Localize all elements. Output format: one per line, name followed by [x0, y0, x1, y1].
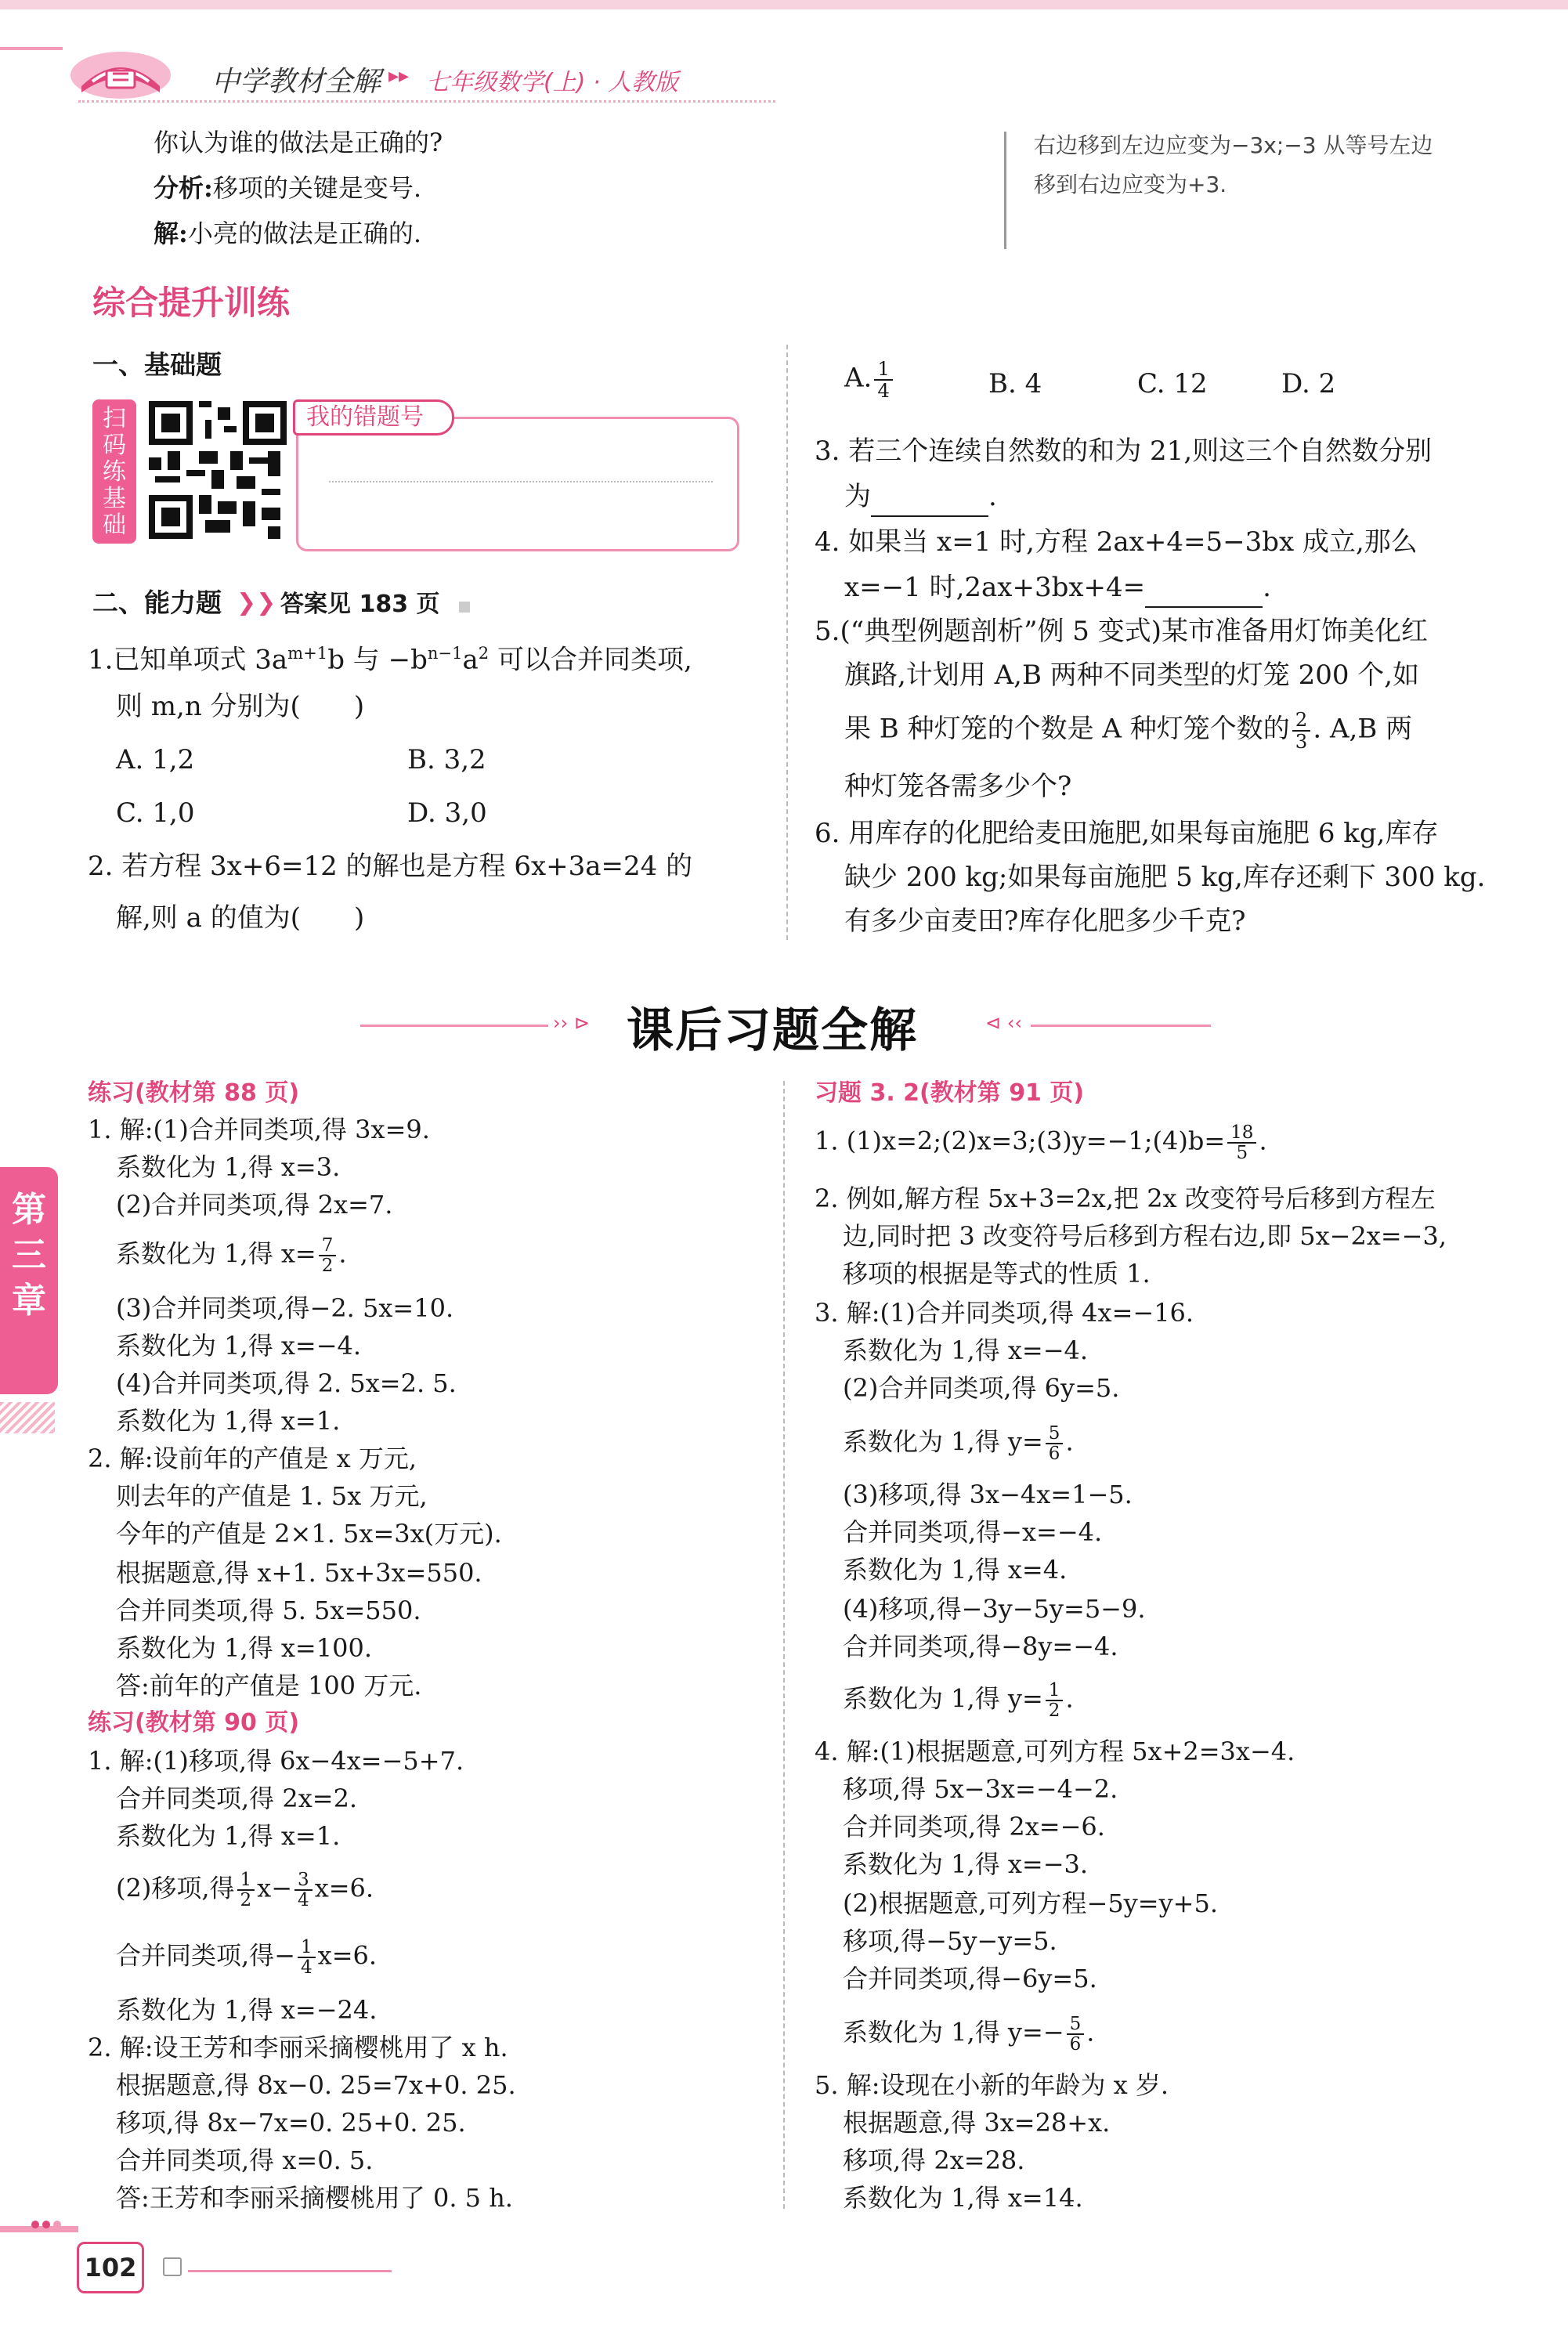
training-title: 综合提升训练 — [92, 284, 291, 322]
m4-text-c: x=6. — [314, 1873, 374, 1903]
answer-line — [154, 216, 421, 251]
column-divider-bottom — [783, 1081, 785, 2209]
m4-num-1: 1 — [237, 1870, 255, 1891]
r1-num: 18 — [1227, 1123, 1256, 1144]
problem-1-line-2: 则 m,n 分别为( ) — [116, 691, 365, 722]
sol-left-line-4-den: 2 — [321, 1256, 334, 1277]
p5-frac-den: 3 — [1295, 729, 1308, 753]
m4-den-2: 4 — [298, 1890, 309, 1911]
page-header — [0, 0, 1568, 110]
problem-2-option-c[interactable]: C. 12 — [1137, 368, 1208, 399]
chapter-tab-label: 第三章 — [12, 1190, 46, 1321]
r14-text-a: 系数化为 1,得 y= — [843, 1683, 1043, 1714]
r8-text-a: 系数化为 1,得 y= — [843, 1426, 1043, 1457]
sol-right-line-13: 合并同类项,得−8y=−4. — [843, 1632, 1118, 1661]
sol-left-line-15: 答:前年的产值是 100 万元. — [116, 1671, 422, 1700]
header-rule — [78, 100, 775, 103]
p1-exp-1: m+1 — [287, 643, 328, 663]
sol-right-line-22 — [843, 2015, 1094, 2054]
error-box-writing-line — [329, 481, 713, 482]
sol-right-line-21: 合并同类项,得−6y=5. — [843, 1964, 1097, 1993]
p5-text-a: 果 B 种灯笼的个数是 A 种灯笼个数的 — [844, 713, 1290, 745]
r8-den: 6 — [1048, 1444, 1060, 1465]
p5-text-b: . A,B 两 — [1313, 713, 1413, 745]
r8-num: 5 — [1046, 1424, 1064, 1444]
problem-5-line-4: 种灯笼各需多少个? — [844, 771, 1072, 802]
r14-num: 1 — [1046, 1681, 1064, 1701]
r1-text-a: 1. (1)x=2;(2)x=3;(3)y=−1;(4)b= — [815, 1126, 1226, 1156]
sol-left-line-m3: 系数化为 1,得 x=1. — [116, 1821, 341, 1851]
sol-right-line-12: (4)移项,得−3y−5y=5−9. — [843, 1594, 1146, 1624]
sol-left-line-m1: 1. 解:(1)移项,得 6x−4x=−5+7. — [88, 1746, 464, 1776]
qr-side-label: 扫码练基础 — [103, 405, 126, 539]
sol-left-line-14: 系数化为 1,得 x=100. — [116, 1633, 372, 1663]
section-arrow-right-icon: ›› ⊳ — [553, 1012, 590, 1034]
exercise-91-title: 习题 3. 2(教材第 91 页) — [815, 1079, 1085, 1107]
problem-2-option-b[interactable]: B. 4 — [988, 368, 1042, 399]
problem-2-line-2: 解,则 a 的值为( ) — [116, 902, 365, 934]
p2-option-a-label: A. — [844, 362, 873, 394]
m4-den-1: 2 — [240, 1890, 252, 1911]
problem-1-line-1 — [88, 634, 692, 678]
column-divider-top — [786, 345, 788, 940]
sol-left-line-12: 根据题意,得 x+1. 5x+3x=550. — [116, 1558, 482, 1588]
problem-3-line-1: 3. 若三个连续自然数的和为 21,则这三个自然数分别 — [815, 436, 1433, 467]
analysis-label: 分析: — [154, 173, 213, 203]
m5-den: 4 — [301, 1957, 313, 1979]
analysis-line — [154, 171, 421, 205]
error-number-box[interactable] — [296, 417, 739, 551]
sol-left-line-4-text: 系数化为 1,得 x= — [116, 1238, 316, 1269]
sol-right-line-8 — [843, 1424, 1074, 1463]
answer-reference: 答案见 183 页 — [280, 591, 440, 618]
sol-right-line-17: 合并同类项,得 2x=−6. — [843, 1812, 1105, 1841]
r14-text-b: . — [1065, 1683, 1074, 1714]
p1-text-b: b 与 −b — [327, 644, 428, 676]
exercise-88-title: 练习(教材第 88 页) — [88, 1079, 300, 1107]
sol-right-line-1 — [815, 1123, 1267, 1162]
sol-left-line-7: (4)合并同类项,得 2. 5x=2. 5. — [116, 1368, 457, 1398]
note-line-1: 右边移到左边应变为−3x;−3 从等号左边 — [1034, 132, 1433, 158]
ability-heading: 二、能力题 — [92, 587, 222, 618]
r22-text-a: 系数化为 1,得 y=− — [843, 2017, 1064, 2047]
sol-left-line-m8: 根据题意,得 8x−0. 25=7x+0. 25. — [116, 2070, 516, 2100]
sol-left-line-8: 系数化为 1,得 x=1. — [116, 1406, 341, 1436]
m5-text-b: x=6. — [317, 1940, 378, 1971]
sol-right-line-25: 移项,得 2x=28. — [843, 2145, 1025, 2175]
m5-num: 1 — [298, 1938, 316, 1958]
sol-right-line-23: 5. 解:设现在小新的年龄为 x 岁. — [815, 2070, 1169, 2100]
section-arrow-left-icon: ⊲ ‹‹ — [985, 1012, 1022, 1034]
sol-left-line-m11: 答:王芳和李丽采摘樱桃用了 0. 5 h. — [116, 2183, 513, 2213]
analysis-text: 移项的关键是变号. — [212, 173, 422, 203]
problem-1-option-a[interactable]: A. 1,2 — [116, 744, 195, 775]
sol-left-line-m5 — [116, 1938, 377, 1977]
p4-text: x=−1 时,2ax+3bx+4= — [844, 572, 1146, 603]
sol-left-line-4: 系数化为 1,得 x= $\frac{7}{2}$ . — [116, 1235, 347, 1277]
m4-text-a: (2)移项,得 — [116, 1873, 235, 1903]
problem-2-line-1: 2. 若方程 3x+6=12 的解也是方程 6x+3a=24 的 — [88, 851, 693, 882]
sol-left-line-5: (3)合并同类项,得−2. 5x=10. — [116, 1293, 454, 1323]
sol-left-line-2: 系数化为 1,得 x=3. — [116, 1152, 341, 1182]
page-number: 102 — [77, 2242, 144, 2293]
problem-5-line-1: 5.(“典型例题剖析”例 5 变式)某市准备用灯饰美化红 — [815, 616, 1428, 647]
sol-left-line-m7: 2. 解:设王芳和李丽采摘樱桃用了 x h. — [88, 2033, 508, 2062]
note-line-2: 移到右边应变为+3. — [1034, 172, 1227, 197]
problem-1-option-d[interactable]: D. 3,0 — [407, 797, 487, 829]
footer-rule — [188, 2270, 392, 2272]
p5-frac-num: 2 — [1292, 710, 1311, 732]
sol-left-line-3: (2)合并同类项,得 2x=7. — [116, 1190, 393, 1220]
r22-text-b: . — [1086, 2017, 1095, 2047]
sol-right-line-11: 系数化为 1,得 x=4. — [843, 1555, 1068, 1585]
sol-left-line-m6: 系数化为 1,得 x=−24. — [116, 1995, 378, 2025]
section-rule-right — [1031, 1025, 1211, 1027]
problem-1-option-c[interactable]: C. 1,0 — [116, 797, 195, 829]
problem-6-line-3: 有多少亩麦田?库存化肥多少千克? — [844, 905, 1246, 937]
sol-right-line-14 — [843, 1681, 1074, 1720]
p2-option-a-den: 4 — [877, 378, 890, 402]
sol-right-line-4: 移项的根据是等式的性质 1. — [843, 1259, 1151, 1288]
sol-left-line-9: 2. 解:设前年的产值是 x 万元, — [88, 1444, 417, 1473]
m4-num-2: 3 — [294, 1870, 313, 1891]
header-book-title: 中学教材全解 — [211, 66, 381, 98]
sol-left-line-13: 合并同类项,得 5. 5x=550. — [116, 1596, 421, 1625]
problem-2-option-a[interactable] — [844, 359, 895, 400]
footer-dots — [31, 2217, 70, 2226]
sol-right-line-16: 移项,得 5x−3x=−4−2. — [843, 1774, 1118, 1804]
header-subject: 七年级数学(上) · 人教版 — [426, 69, 679, 96]
qr-code-icon[interactable] — [149, 401, 287, 539]
sol-right-line-3: 边,同时把 3 改变符号后移到方程右边,即 5x−2x=−3, — [843, 1221, 1447, 1251]
sol-right-line-2: 2. 例如,解方程 5x+3=2x,把 2x 改变符号后移到方程左 — [815, 1184, 1436, 1213]
sol-left-line-4-num: 7 — [319, 1236, 337, 1256]
footer-bar — [0, 2226, 78, 2232]
r1-den: 5 — [1236, 1143, 1248, 1164]
answer-ref-mark — [459, 602, 470, 613]
problem-5-line-2: 旗路,计划用 A,B 两种不同类型的灯笼 200 个,如 — [844, 660, 1420, 691]
sol-left-line-1: 1. 解:(1)合并同类项,得 3x=9. — [88, 1115, 430, 1144]
sol-right-line-9: (3)移项,得 3x−4x=1−5. — [843, 1480, 1133, 1509]
problem-6-line-2: 缺少 200 kg;如果每亩施肥 5 kg,库存还剩下 300 kg. — [844, 862, 1486, 893]
r14-den: 2 — [1048, 1700, 1060, 1722]
m4-text-b: x− — [257, 1873, 293, 1903]
problem-4-line-2: x=−1 时,2ax+3bx+4= . — [844, 569, 1271, 608]
sol-right-line-24: 根据题意,得 3x=28+x. — [843, 2108, 1111, 2138]
chapter-tab-stripes — [0, 1402, 55, 1433]
sol-right-line-10: 合并同类项,得−x=−4. — [843, 1517, 1103, 1547]
sol-right-line-5: 3. 解:(1)合并同类项,得 4x=−16. — [815, 1298, 1194, 1328]
error-box-label: 我的错题号 — [293, 399, 454, 436]
problem-6-line-1: 6. 用库存的化肥给麦田施肥,如果每亩施肥 6 kg,库存 — [815, 818, 1439, 849]
problem-4-blank[interactable] — [1145, 569, 1263, 608]
p2-option-a-num: 1 — [874, 359, 893, 381]
p1-exp-3: 2 — [478, 643, 490, 663]
sol-left-line-m9: 移项,得 8x−7x=0. 25+0. 25. — [116, 2108, 466, 2138]
section-rule-left — [360, 1025, 548, 1027]
problem-1-option-b[interactable]: B. 3,2 — [407, 744, 486, 775]
answer-label: 解: — [154, 219, 188, 248]
note-divider — [1004, 132, 1006, 249]
sol-right-line-19: (2)根据题意,可列方程−5y=y+5. — [843, 1888, 1218, 1918]
r8-text-b: . — [1065, 1426, 1074, 1457]
problem-3-line-2: 为 . — [844, 478, 997, 517]
sol-right-line-7: (2)合并同类项,得 6y=5. — [843, 1373, 1120, 1403]
problem-3-blank[interactable] — [871, 478, 988, 517]
problem-4-line-1: 4. 如果当 x=1 时,方程 2ax+4=5−3bx 成立,那么 — [815, 526, 1418, 558]
sol-right-line-20: 移项,得−5y−y=5. — [843, 1926, 1057, 1956]
p1-text-c: a — [462, 644, 479, 676]
double-arrow-icon: ❯❯ — [237, 589, 276, 616]
book-logo-icon — [66, 41, 175, 103]
header-separator-icon: ▸▸ — [388, 64, 410, 88]
p3-text: 为 — [844, 481, 871, 512]
sol-left-line-m4 — [116, 1870, 374, 1910]
sol-left-line-11: 今年的产值是 2×1. 5x=3x(万元). — [116, 1519, 502, 1549]
problem-2-option-d[interactable]: D. 2 — [1281, 368, 1336, 399]
p1-text-a: 1.已知单项式 3a — [88, 644, 288, 676]
sol-right-line-18: 系数化为 1,得 x=−3. — [843, 1849, 1089, 1879]
exercise-90-title: 练习(教材第 90 页) — [88, 1709, 300, 1737]
footer-square-icon — [163, 2257, 182, 2276]
p1-text-d: 可以合并同类项, — [489, 644, 692, 676]
r1-text-b: . — [1259, 1126, 1267, 1156]
r22-num: 5 — [1067, 2015, 1085, 2035]
p1-exp-2: n−1 — [427, 643, 463, 663]
sol-left-line-m10: 合并同类项,得 x=0. 5. — [116, 2145, 374, 2175]
sol-right-line-6: 系数化为 1,得 x=−4. — [843, 1335, 1089, 1365]
section-title: 课后习题全解 — [627, 1003, 918, 1058]
sol-left-line-6: 系数化为 1,得 x=−4. — [116, 1331, 362, 1361]
m5-text-a: 合并同类项,得− — [116, 1940, 295, 1971]
question-text: 你认为谁的做法是正确的? — [154, 128, 443, 157]
sol-right-line-26: 系数化为 1,得 x=14. — [843, 2183, 1083, 2213]
answer-text: 小亮的做法是正确的. — [187, 219, 422, 248]
sol-left-line-m2: 合并同类项,得 2x=2. — [116, 1784, 358, 1813]
sol-left-line-10: 则去年的产值是 1. 5x 万元, — [116, 1481, 428, 1511]
r22-den: 6 — [1069, 2034, 1082, 2055]
basic-heading: 一、基础题 — [92, 349, 222, 380]
sol-right-line-15: 4. 解:(1)根据题意,可列方程 5x+2=3x−4. — [815, 1737, 1295, 1766]
problem-5-line-3 — [844, 710, 1412, 751]
